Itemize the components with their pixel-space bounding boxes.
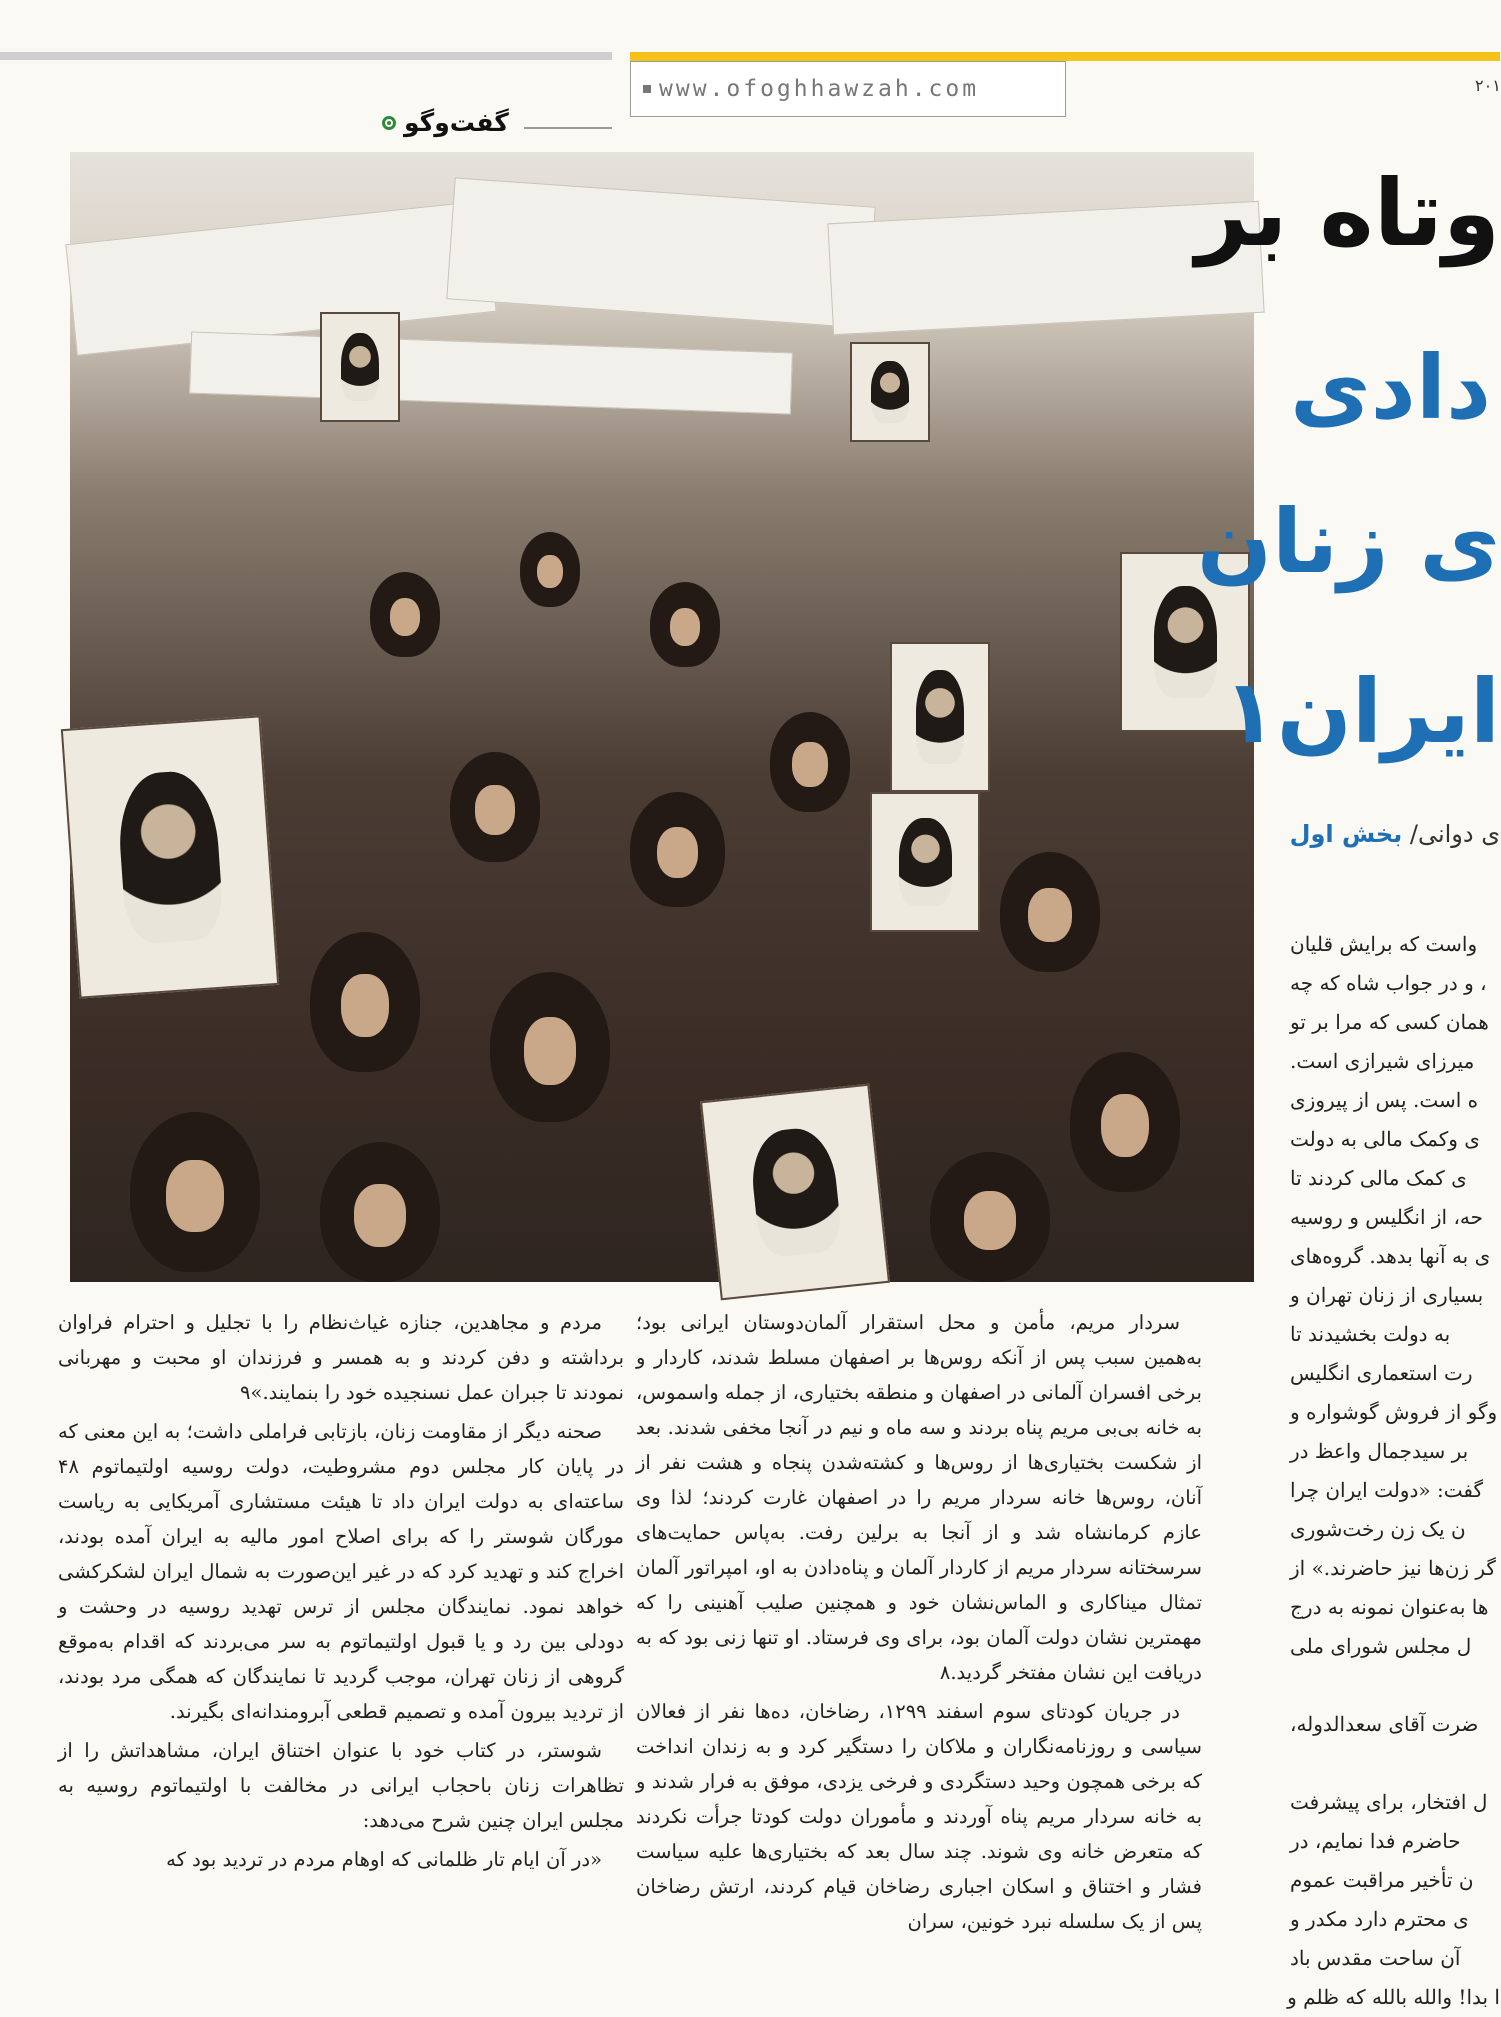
side-line: آن ساحت مقدس باد (1290, 1946, 1461, 1970)
side-line: ا بدا! والله بالله که ظلم و (1287, 1985, 1500, 2009)
headline-line-1: وتاه بر (1195, 160, 1500, 267)
side-line: همان کسی که مرا بر تو (1290, 1010, 1489, 1034)
crowd-person (370, 572, 440, 657)
crowd-person (450, 752, 540, 862)
side-line: گفت: «دولت ایران چرا (1290, 1478, 1483, 1502)
section-bullet-icon (382, 116, 396, 130)
header-rule-yellow (630, 52, 1500, 61)
portrait-placard (320, 312, 400, 422)
part-label: بخش اول (1289, 820, 1403, 848)
page-number: ۲۰۱ (1475, 76, 1501, 95)
crowd-person (130, 1112, 260, 1272)
side-line: ی به آنها بدهد. گروه‌های (1290, 1244, 1491, 1268)
side-line: حه، از انگلیس و روسیه (1290, 1205, 1483, 1229)
headline-line-4: ایران۱ (1223, 660, 1500, 763)
side-line: حاضرم فدا نمایم، در (1290, 1829, 1461, 1853)
section-tag (382, 108, 509, 137)
portrait-placard (700, 1084, 890, 1301)
crowd-person (320, 1142, 440, 1282)
paragraph: «در آن ایام تار ظلمانی که اوهام مردم در تردید بود که (166, 1848, 602, 1871)
side-line: ل مجلس شورای ملی (1290, 1634, 1472, 1658)
side-line (1290, 1744, 1500, 1783)
portrait-placard (870, 792, 980, 932)
crowd-person (490, 972, 610, 1122)
crowd-person (310, 932, 420, 1072)
side-line (1290, 1666, 1500, 1705)
crowd-person (520, 532, 580, 607)
side-line: ضرت آقای سعدالدوله، (1290, 1712, 1479, 1736)
paragraph: شوستر، در کتاب خود با عنوان اختناق ایران، مشاهداتش را از تظاهرات زنان باحجاب ایرانی در مخالفت با اولتیماتوم روسیه به مجلس ایران چنین شرح می‌دهد: (58, 1739, 624, 1832)
paragraph: سردار مریم، مأمن و محل استقرار آلمان‌دوستان ایرانی بود؛ به‌همین سبب پس از آنکه روس‌ها بر اصفهان مسلط شدند، کاردار و برخی افسران آلمانی در اصفهان و منطقه بختیاری، از جمله واسموس، به خانه بی‌بی مریم پناه بردند و سه ماه و نیم در آنجا مخفی شدند. بعد از شکست بختیاری‌ها از روس‌ها و کشته‌شدن پنجاه و هشت نفر از آنان، روس‌ها خانه سردار مریم را در اصفهان غارت کردند؛ لذا وی عازم کرمانشاه شد و از آنجا به برلین رفت. به‌پاس حمایت‌های سرسختانه سردار مریم از کاردار آلمان و پناه‌دادن به او، امپراتور آلمان تمثال میناکاری و الماس‌نشان خود و همچنین صلیب آهنینی را که مهمترین نشان دولت آلمان بود، برای وی فرستاد. او تنها زنی بود که به دریافت این نشان مفتخر گردید.۸ (636, 1311, 1202, 1684)
side-line: ی وکمک مالی به دولت (1290, 1127, 1480, 1151)
side-line: ن یک زن رخت‌شوری (1290, 1517, 1466, 1541)
side-column-text (1287, 925, 1500, 2009)
side-line: ها به‌عنوان نمونه به درج (1290, 1595, 1489, 1619)
crowd-person (1070, 1052, 1180, 1192)
side-line: ه است. پس از پیروزی (1290, 1088, 1479, 1112)
bullet-square-icon (643, 85, 651, 93)
body-column-right (636, 1305, 1202, 1990)
side-line: میرزای شیرازی است. (1290, 1049, 1475, 1073)
side-line: گر زن‌ها نیز حاضرند.» از (1290, 1556, 1496, 1580)
paragraph: صحنه دیگر از مقاومت زنان، بازتابی فراملی داشت؛ به این معنی که در پایان کار مجلس دوم مشروطیت، دولت روسیه اولتیماتوم ۴۸ ساعته‌ای به دولت ایران داد تا هیئت مستشاری آمریکایی به ریاست مورگان شوستر را که برای اصلاح امور مالیه به ایران آمده بودند، اخراج کند و تهدید کرد که در غیر این‌صورت به شمال ایران لشکرکشی خواهد نمود. نمایندگان مجلس از ترس تهدید روسیه در وحشت و دودلی بین رد و یا قبول اولتیماتوم به سر می‌بردند که اقدام به‌موقع گروهی از زنان تهران، موجب گردید تا نمایندگان که همگی مرد بودند، از تردید بیرون آمده و تصمیم قطعی آبرومندانه‌ای بگیرند. (58, 1420, 624, 1723)
side-line: ل افتخار، برای پیشرفت (1290, 1790, 1488, 1814)
portrait-placard (890, 642, 990, 792)
section-label: گفت‌وگو (404, 108, 509, 137)
crowd-person (770, 712, 850, 812)
side-line: ی کمک مالی کردند تا (1290, 1166, 1467, 1190)
crowd-person (630, 792, 725, 907)
side-line: واست که برایش قلیان (1290, 932, 1478, 956)
side-line: ن تأخیر مراقبت عموم (1290, 1868, 1474, 1892)
side-line: به دولت بخشیدند تا (1290, 1322, 1451, 1346)
protest-photo (70, 152, 1254, 1282)
portrait-placard (850, 342, 930, 442)
side-line: بسیاری از زنان تهران و (1290, 1283, 1484, 1307)
crowd-person (1000, 852, 1100, 972)
website-url-box[interactable] (630, 61, 1066, 117)
photo-banner (446, 177, 875, 328)
body-column-left (58, 1305, 624, 1990)
headline-line-2: دادی (1290, 336, 1492, 439)
header-rule-gray (0, 52, 612, 60)
side-line: ی محترم دارد مکدر و (1290, 1907, 1469, 1931)
author-name: ی دوانی/ (1409, 820, 1500, 848)
photo-banner (189, 332, 793, 415)
headline-line-3: ی زنان (1196, 490, 1500, 593)
photo-banner (65, 200, 496, 355)
website-url[interactable]: www.ofoghhawzah.com (659, 76, 980, 102)
author-byline (1290, 820, 1500, 860)
side-line: وگو از فروش گوشواره و (1290, 1400, 1498, 1424)
side-line: ، و در جواب شاه که چه (1290, 971, 1487, 995)
side-line: بر سیدجمال واعظ در (1290, 1439, 1469, 1463)
portrait-placard (61, 715, 279, 998)
crowd-person (930, 1152, 1050, 1282)
side-line: رت استعماری انگلیس (1290, 1361, 1473, 1385)
crowd-person (650, 582, 720, 667)
paragraph: مردم و مجاهدین، جنازه غیاث‌نظام را با تجلیل و احترام فراوان برداشته و دفن کردند و به همسر و فرزندان او محبت و مهربانی نمودند تا جبران عمل نسنجیده خود را بنمایند.»۹ (58, 1311, 624, 1404)
paragraph: در جریان کودتای سوم اسفند ۱۲۹۹، رضاخان، ده‌ها نفر از فعالان سیاسی و روزنامه‌نگاران و ملاکان را دستگیر کرد و به زندان انداخت که برخی همچون وحید دستگردی و فرخی یزدی، موفق به فرار شدند و به خانه سردار مریم پناه آوردند و مأموران دولت کودتا جرأت نکردند که متعرض خانه وی شوند. چند سال بعد که بختیاری‌ها علیه سیاست فشار و اختناق و اسکان اجباری رضاخان قیام کردند، ارتش رضاخان پس از یک سلسله نبرد خونین، سران (636, 1700, 1202, 1933)
section-underline (524, 127, 612, 129)
